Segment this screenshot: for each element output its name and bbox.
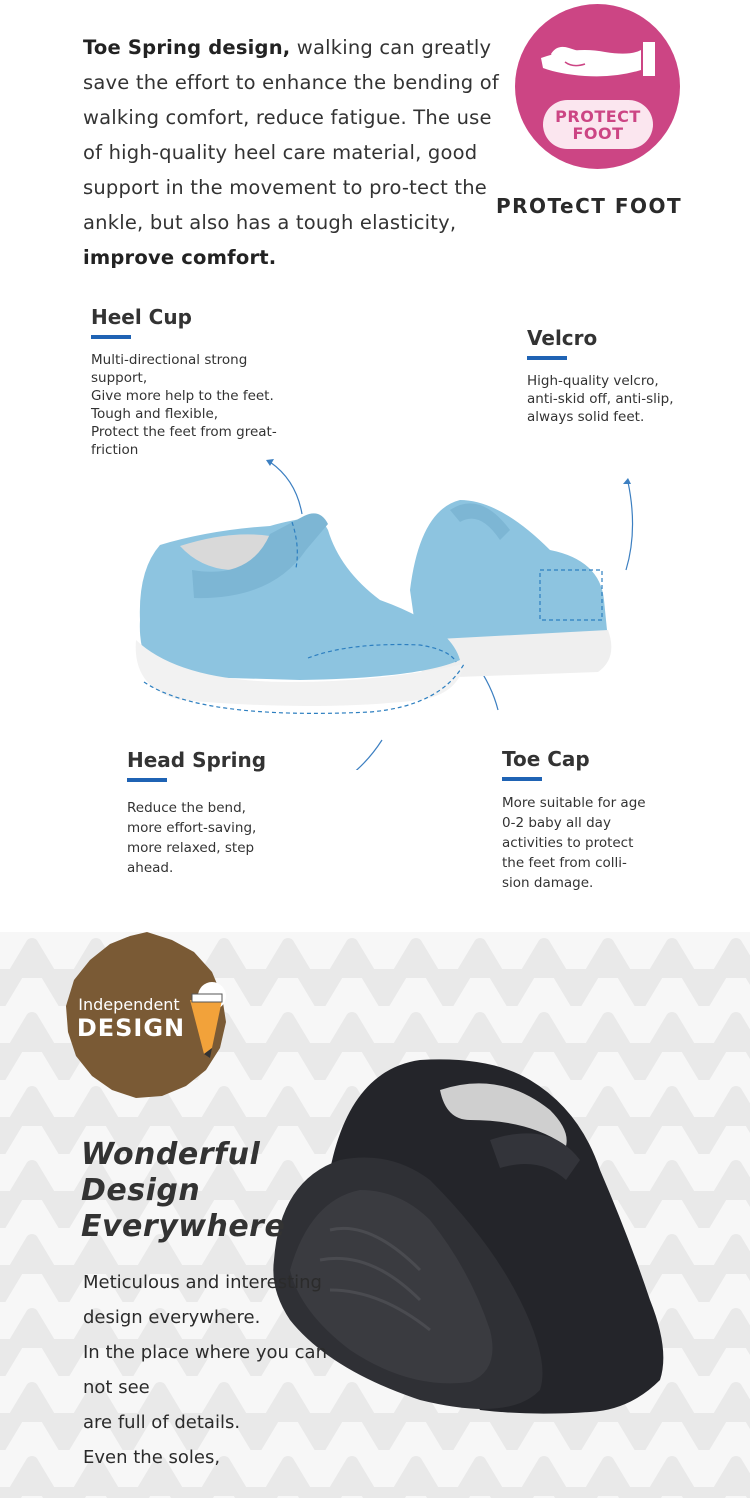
heel-cup-bar	[91, 335, 131, 339]
desc-line: Protect the feet from great-	[91, 424, 277, 440]
velcro-title: Velcro	[527, 326, 598, 350]
heel-cup-title: Heel Cup	[91, 305, 192, 329]
heading-line: Wonderful	[81, 1137, 261, 1172]
desc-line: sion damage.	[502, 875, 594, 891]
badge-line1: PROTECT	[555, 106, 641, 126]
desc-line: Multi-directional strong	[91, 352, 248, 368]
intro-bold-tail: improve comfort.	[83, 246, 277, 269]
paragraph-line: Meticulous and interesting	[83, 1272, 322, 1293]
hand-foot-icon	[535, 32, 660, 92]
design-badge-line1: Independent	[78, 995, 180, 1014]
feature-heel-cup	[91, 305, 277, 459]
paragraph-line: Even the soles,	[83, 1447, 221, 1468]
head-spring-desc	[127, 798, 266, 878]
toe-cap-bar	[502, 777, 542, 781]
head-spring-bar	[127, 778, 167, 782]
desc-line: ahead.	[127, 860, 174, 876]
velcro-arrow	[626, 482, 633, 570]
head-spring-arrow	[288, 740, 382, 770]
desc-line: always solid feet.	[527, 409, 645, 425]
desc-line: More suitable for age	[502, 795, 646, 811]
desc-line: the feet from colli-	[502, 855, 627, 871]
velcro-desc	[527, 372, 674, 426]
desc-line: more relaxed, step	[127, 840, 255, 856]
desc-line: activities to protect	[502, 835, 634, 851]
toe-cap-desc	[502, 793, 646, 893]
desc-line: 0-2 baby all day	[502, 815, 611, 831]
wonderful-design-heading	[81, 1137, 381, 1245]
desc-line: High-quality velcro,	[527, 373, 659, 389]
heel-cup-arrow	[270, 462, 302, 514]
feature-head-spring	[127, 748, 266, 878]
paragraph-line: not see	[83, 1377, 150, 1398]
design-badge-line2: DESIGN	[76, 1014, 186, 1042]
feature-toe-cap	[502, 747, 646, 893]
meticulous-paragraph	[83, 1265, 383, 1475]
intro-bold-lead: Toe Spring design,	[83, 36, 291, 59]
desc-line: Give more help to the feet.	[91, 388, 274, 404]
protect-foot-badge	[515, 4, 680, 169]
heel-cup-desc	[91, 351, 277, 459]
desc-line: Tough and flexible,	[91, 406, 219, 422]
intro-paragraph	[83, 30, 503, 275]
toe-cap-title: Toe Cap	[502, 747, 590, 771]
heading-line: Design	[81, 1173, 201, 1208]
head-spring-title: Head Spring	[127, 748, 267, 772]
intro-body: walking can greatly save the effort to enhance the bending of walking comfort, reduce fatigue. The use of high-quality heel care material, good support in the movement to pro-tect the ankle, but also has a tough elasticity,	[83, 36, 499, 234]
protect-foot-caption: PROTeCT FOOT	[496, 194, 683, 218]
desc-line: friction	[91, 442, 139, 458]
paragraph-line: are full of details.	[83, 1412, 241, 1433]
feature-velcro	[527, 326, 674, 426]
paragraph-line: design everywhere.	[83, 1307, 261, 1328]
desc-line: support,	[91, 370, 148, 386]
blue-shoes-image	[120, 450, 640, 770]
desc-line: more effort-saving,	[127, 820, 257, 836]
protect-foot-pill	[543, 100, 653, 149]
paragraph-line: In the place where you can	[83, 1342, 327, 1363]
desc-line: anti-skid off, anti-slip,	[527, 391, 674, 407]
badge-line2: FOOT	[572, 123, 624, 143]
desc-line: Reduce the bend,	[127, 800, 246, 816]
heading-line: Everywhere	[81, 1209, 286, 1244]
velcro-bar	[527, 356, 567, 360]
